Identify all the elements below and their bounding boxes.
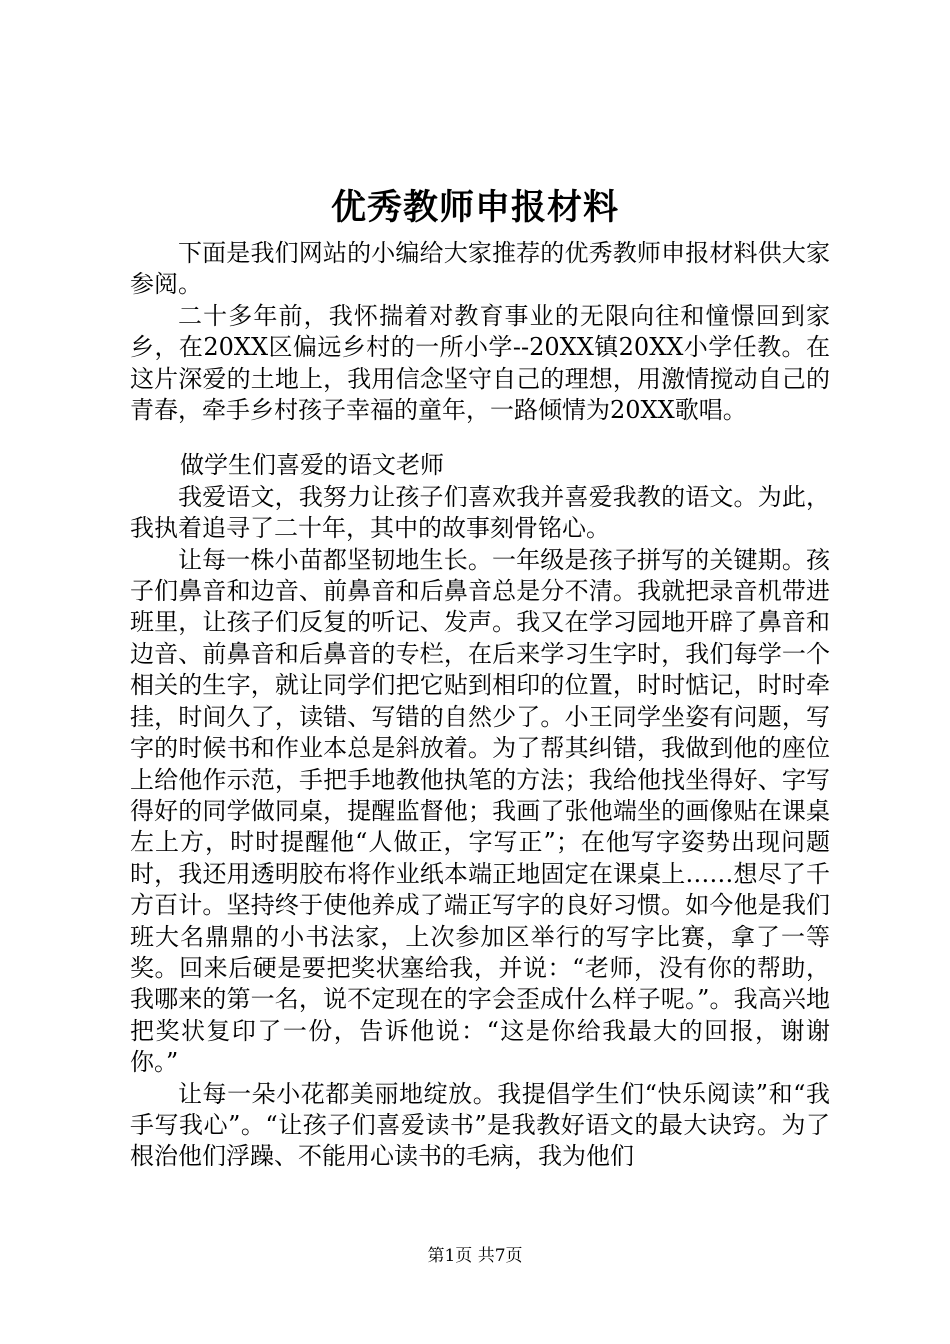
document-body [130,238,830,1173]
paragraph-love-chinese: 我爱语文，我努力让孩子们喜欢我并喜爱我教的语文。为此，我执着追寻了二十年，其中的故事刻骨铭心。 [130,482,830,543]
paragraph-flower: 让每一朵小花都美丽地绽放。我提倡学生们“快乐阅读”和“我手写我心”。“让孩子们喜爱读书”是我教好语文的最大诀窍。为了根治他们浮躁、不能用心读书的毛病，我为他们 [130,1079,830,1171]
paragraph-seedling: 让每一株小苗都坚韧地生长。一年级是孩子拼写的关键期。孩子们鼻音和边音、前鼻音和后鼻音总是分不清。我就把录音机带进班里，让孩子们反复的听记、发声。我又在学习园地开辟了鼻音和边音、前鼻音和后鼻音的专栏，在后来学习生字时，我们每学一个相关的生字，就让同学们把它贴到相印的位置，时时惦记，时时牵挂，时间久了，读错、写错的自然少了。小王同学坐姿有问题，写字的时候书和作业本总是斜放着。为了帮其纠错，我做到他的座位上给他作示范，手把手地教他执笔的方法；我给他找坐得好、字写得好的同学做同桌，提醒监督他；我画了张他端坐的画像贴在课桌左上方，时时提醒他“人做正，字写正”；在他写字姿势出现问题时，我还用透明胶布将作业纸本端正地固定在课桌上……想尽了千方百计。坚持终于使他养成了端正写字的良好习惯。如今他是我们班大名鼎鼎的小书法家，上次参加区举行的写字比赛，拿了一等奖。回来后硬是要把奖状塞给我，并说：“老师，没有你的帮助，我哪来的第一名，说不定现在的字会歪成什么样子呢。”。我高兴地把奖状复印了一份，告诉他说：“这是你给我最大的回报，谢谢你。” [130,545,830,1077]
section-heading: 做学生们喜爱的语文老师 [180,451,444,480]
page-number-footer: 第1页 共7页 [427,1246,523,1266]
document-title: 优秀教师申报材料 [330,187,619,228]
paragraph-background: 二十多年前，我怀揣着对教育事业的无限向往和憧憬回到家乡，在20XX区偏远乡村的一所小学--20XX镇20XX小学任教。在这片深爱的土地上，我用信念坚守自己的理想，用激情搅动自己的青春，牵手乡村孩子幸福的童年，一路倾情为20XX歌唱。 [130,301,830,425]
paragraph-intro: 下面是我们网站的小编给大家推荐的优秀教师申报材料供大家参阅。 [130,239,830,299]
